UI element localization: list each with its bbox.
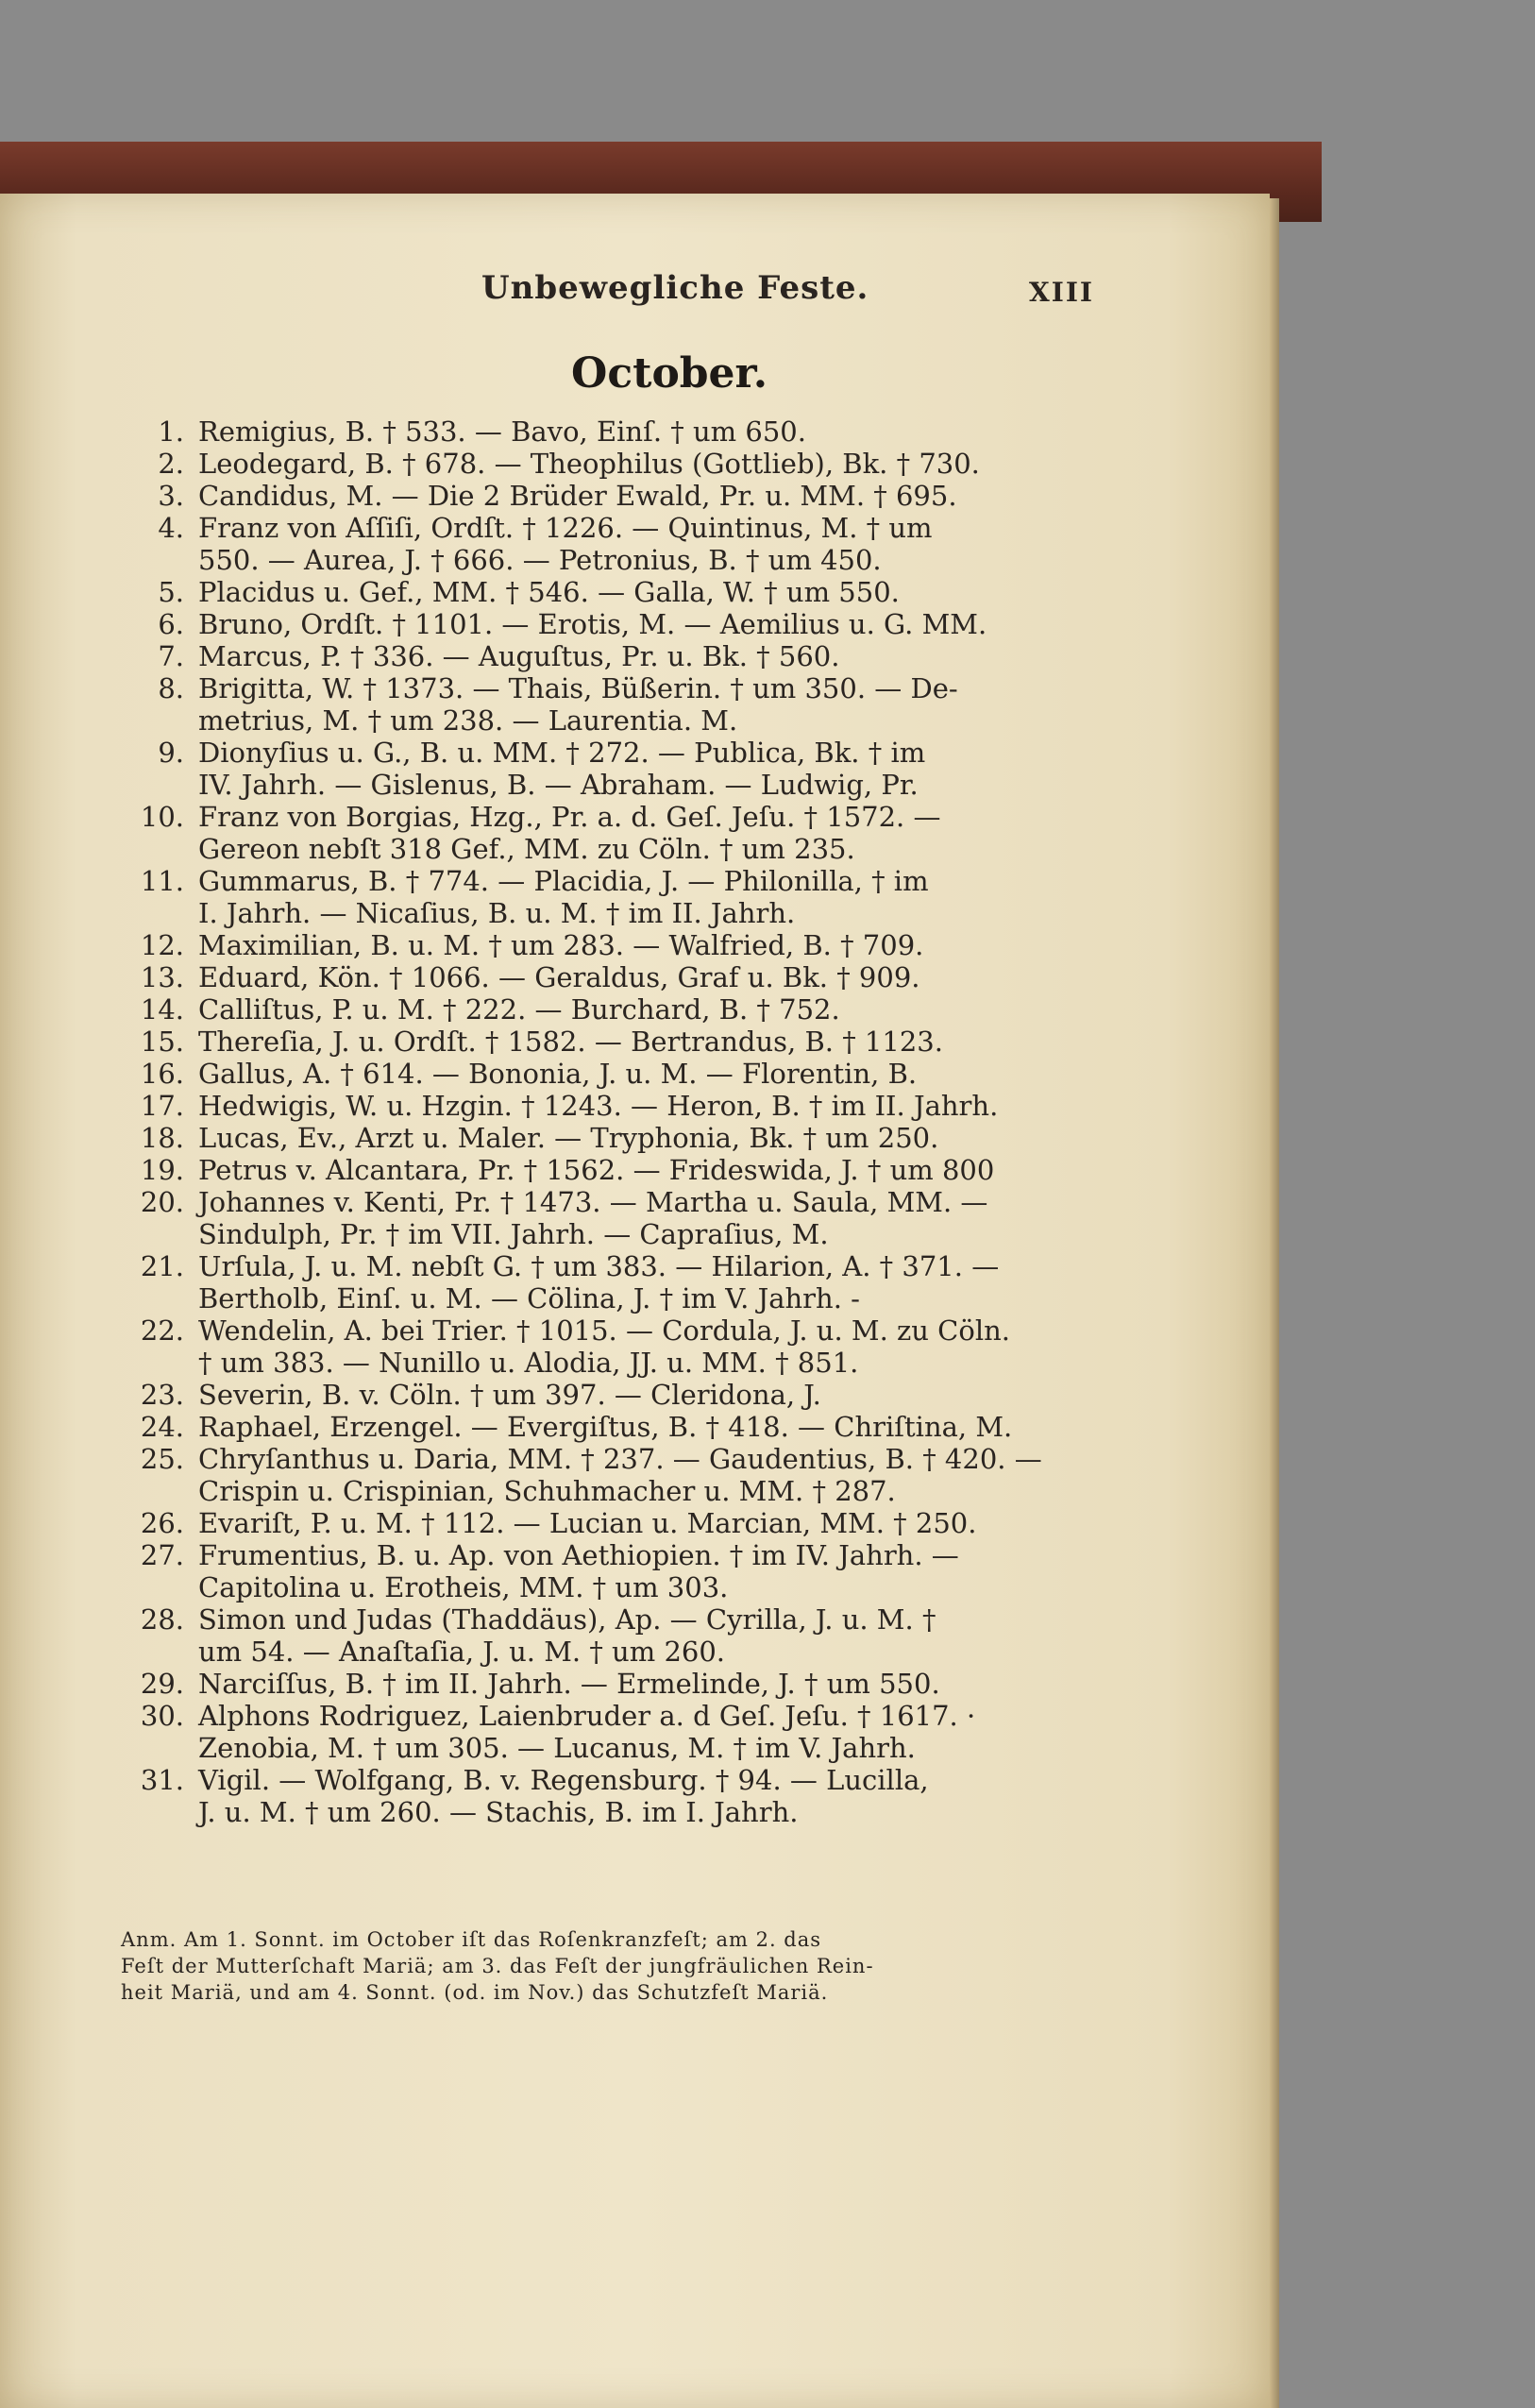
feast-entry <box>118 448 1138 480</box>
feast-entry <box>118 865 1138 929</box>
feast-entry <box>118 801 1138 865</box>
feast-text-line: Raphael, Erzengel. — Evergiſtus, B. † 418. — Chriſtina, M. <box>198 1411 1013 1443</box>
day-number: 14. <box>140 993 184 1026</box>
footnote-line: Feſt der Mutterſchaft Mariä; am 3. das Feſt der jungfräulichen Rein- <box>121 1955 874 1977</box>
feast-text-line: Evariſt, P. u. M. † 112. — Lucian u. Marcian, MM. † 250. <box>198 1507 977 1539</box>
day-number: 21. <box>140 1250 184 1282</box>
day-number: 7. <box>158 640 184 672</box>
footnote-line: heit Mariä, und am 4. Sonnt. (od. im Nov.) das Schutzfeſt Mariä. <box>121 1981 829 2004</box>
feast-text-line: Crispin u. Crispinian, Schuhmacher u. MM. † 287. <box>198 1475 896 1507</box>
day-number: 20. <box>140 1186 184 1218</box>
feast-entry <box>118 415 1138 448</box>
feast-entry <box>118 1443 1138 1507</box>
feast-text-line: Sindulph, Pr. † im VII. Jahrh. — Capraſius, M. <box>198 1218 829 1250</box>
feast-list <box>118 415 1138 1828</box>
feast-text-line: Simon und Judas (Thaddäus), Ap. — Cyrilla, J. u. M. † <box>198 1603 936 1636</box>
page-edge <box>1270 198 1279 2408</box>
day-number: 17. <box>140 1090 184 1122</box>
feast-entry <box>118 1122 1138 1154</box>
feast-entry <box>118 640 1138 672</box>
feast-text-line: Chryſanthus u. Daria, MM. † 237. — Gaudentius, B. † 420. — <box>198 1443 1042 1475</box>
page-header <box>481 269 1142 316</box>
day-number: 1. <box>158 415 184 448</box>
feast-text-line: Candidus, M. — Die 2 Brüder Ewald, Pr. u. MM. † 695. <box>198 480 957 512</box>
feast-text-line: Remigius, B. † 533. — Bavo, Einſ. † um 650. <box>198 415 806 448</box>
feast-entry <box>118 1026 1138 1058</box>
feast-entry <box>118 961 1138 993</box>
day-number: 10. <box>140 801 184 833</box>
feast-entry <box>118 1250 1138 1314</box>
feast-entry <box>118 1379 1138 1411</box>
feast-text-line: Vigil. — Wolfgang, B. v. Regensburg. † 94. — Lucilla, <box>198 1764 929 1796</box>
feast-entry <box>118 1411 1138 1443</box>
feast-entry <box>118 1668 1138 1700</box>
feast-entry <box>118 1314 1138 1379</box>
day-number: 24. <box>140 1411 184 1443</box>
feast-text-line: Hedwigis, W. u. Hzgin. † 1243. — Heron, B. † im II. Jahrh. <box>198 1090 999 1122</box>
feast-entry <box>118 1603 1138 1668</box>
feast-text-line: Bertholb, Einſ. u. M. — Cölina, J. † im V. Jahrh. - <box>198 1282 860 1314</box>
day-number: 18. <box>140 1122 184 1154</box>
feast-text-line: Calliſtus, P. u. M. † 222. — Burchard, B. † 752. <box>198 993 840 1026</box>
feast-text-line: Narciſſus, B. † im II. Jahrh. — Ermelinde, J. † um 550. <box>198 1668 940 1700</box>
day-number: 5. <box>158 576 184 608</box>
feast-entry <box>118 512 1138 576</box>
feast-text-line: Frumentius, B. u. Ap. von Aethiopien. † im IV. Jahrh. — <box>198 1539 959 1571</box>
feast-entry <box>118 1700 1138 1764</box>
day-number: 26. <box>140 1507 184 1539</box>
feast-entry <box>118 672 1138 737</box>
day-number: 23. <box>140 1379 184 1411</box>
feast-entry <box>118 929 1138 961</box>
day-number: 16. <box>140 1058 184 1090</box>
feast-entry <box>118 1507 1138 1539</box>
day-number: 29. <box>140 1668 184 1700</box>
feast-text-line: Wendelin, A. bei Trier. † 1015. — Cordula, J. u. M. zu Cöln. <box>198 1314 1011 1347</box>
feast-text-line: Gereon nebſt 318 Gef., MM. zu Cöln. † um 235. <box>198 833 855 865</box>
feast-text-line: Dionyſius u. G., B. u. MM. † 272. — Publica, Bk. † im <box>198 737 926 769</box>
feast-text-line: um 54. — Anaſtaſia, J. u. M. † um 260. <box>198 1636 726 1668</box>
feast-text-line: Thereſia, J. u. Ordſt. † 1582. — Bertrandus, B. † 1123. <box>198 1026 943 1058</box>
feast-entry <box>118 993 1138 1026</box>
feast-entry <box>118 1539 1138 1603</box>
day-number: 28. <box>140 1603 184 1636</box>
feast-text-line: Franz von Aſſiſi, Ordſt. † 1226. — Quintinus, M. † um <box>198 512 933 544</box>
footnote-line: Anm. Am 1. Sonnt. im October iſt das Roſenkranzfeſt; am 2. das <box>121 1928 822 1951</box>
feast-text-line: Capitolina u. Erotheis, MM. † um 303. <box>198 1571 729 1603</box>
day-number: 31. <box>140 1764 184 1796</box>
feast-text-line: Urſula, J. u. M. nebſt G. † um 383. — Hilarion, A. † 371. — <box>198 1250 1000 1282</box>
feast-text-line: Gallus, A. † 614. — Bononia, J. u. M. — Florentin, B. <box>198 1058 918 1090</box>
feast-text-line: Maximilian, B. u. M. † um 283. — Walfried, B. † 709. <box>198 929 924 961</box>
day-number: 13. <box>140 961 184 993</box>
feast-entry <box>118 1090 1138 1122</box>
running-title: Unbewegliche Feste. <box>481 269 869 307</box>
feast-entry <box>118 1186 1138 1250</box>
feast-text-line: Placidus u. Gef., MM. † 546. — Galla, W. † um 550. <box>198 576 900 608</box>
feast-text-line: I. Jahrh. — Nicaſius, B. u. M. † im II. Jahrh. <box>198 897 796 929</box>
day-number: 27. <box>140 1539 184 1571</box>
day-number: 3. <box>158 480 184 512</box>
feast-entry <box>118 1764 1138 1828</box>
feast-text-line: † um 383. — Nunillo u. Alodia, JJ. u. MM. † 851. <box>198 1347 859 1379</box>
feast-text-line: Lucas, Ev., Arzt u. Maler. — Tryphonia, Bk. † um 250. <box>198 1122 939 1154</box>
feast-text-line: IV. Jahrh. — Gislenus, B. — Abraham. — Ludwig, Pr. <box>198 769 919 801</box>
page-number: XIII <box>1029 277 1095 308</box>
feast-text-line: Gummarus, B. † 774. — Placidia, J. — Philonilla, † im <box>198 865 929 897</box>
feast-text-line: Eduard, Kön. † 1066. — Geraldus, Graf u. Bk. † 909. <box>198 961 920 993</box>
footnote <box>121 1926 1140 2006</box>
month-title: October. <box>571 349 768 398</box>
feast-text-line: Brigitta, W. † 1373. — Thais, Büßerin. † um 350. — De- <box>198 672 958 704</box>
feast-entry <box>118 576 1138 608</box>
feast-text-line: Johannes v. Kenti, Pr. † 1473. — Martha u. Saula, MM. — <box>198 1186 988 1218</box>
day-number: 25. <box>140 1443 184 1475</box>
day-number: 19. <box>140 1154 184 1186</box>
feast-text-line: Alphons Rodriguez, Laienbruder a. d Geſ. Jeſu. † 1617. · <box>198 1700 976 1732</box>
day-number: 8. <box>158 672 184 704</box>
day-number: 6. <box>158 608 184 640</box>
day-number: 11. <box>140 865 184 897</box>
feast-entry <box>118 737 1138 801</box>
day-number: 2. <box>158 448 184 480</box>
feast-text-line: 550. — Aurea, J. † 666. — Petronius, B. † um 450. <box>198 544 882 576</box>
feast-entry <box>118 608 1138 640</box>
day-number: 12. <box>140 929 184 961</box>
feast-text-line: Leodegard, B. † 678. — Theophilus (Gottlieb), Bk. † 730. <box>198 448 980 480</box>
feast-entry <box>118 480 1138 512</box>
feast-text-line: Zenobia, M. † um 305. — Lucanus, M. † im V. Jahrh. <box>198 1732 916 1764</box>
feast-text-line: J. u. M. † um 260. — Stachis, B. im I. Jahrh. <box>198 1796 799 1828</box>
day-number: 30. <box>140 1700 184 1732</box>
day-number: 15. <box>140 1026 184 1058</box>
day-number: 4. <box>158 512 184 544</box>
feast-entry <box>118 1154 1138 1186</box>
day-number: 22. <box>140 1314 184 1347</box>
feast-text-line: Bruno, Ordſt. † 1101. — Erotis, M. — Aemilius u. G. MM. <box>198 608 987 640</box>
feast-text-line: metrius, M. † um 238. — Laurentia. M. <box>198 704 738 737</box>
feast-text-line: Severin, B. v. Cöln. † um 397. — Cleridona, J. <box>198 1379 821 1411</box>
feast-text-line: Petrus v. Alcantara, Pr. † 1562. — Frideswida, J. † um 800 <box>198 1154 995 1186</box>
day-number: 9. <box>158 737 184 769</box>
feast-text-line: Marcus, P. † 336. — Auguſtus, Pr. u. Bk. † 560. <box>198 640 840 672</box>
feast-text-line: Franz von Borgias, Hzg., Pr. a. d. Geſ. Jeſu. † 1572. — <box>198 801 941 833</box>
feast-entry <box>118 1058 1138 1090</box>
